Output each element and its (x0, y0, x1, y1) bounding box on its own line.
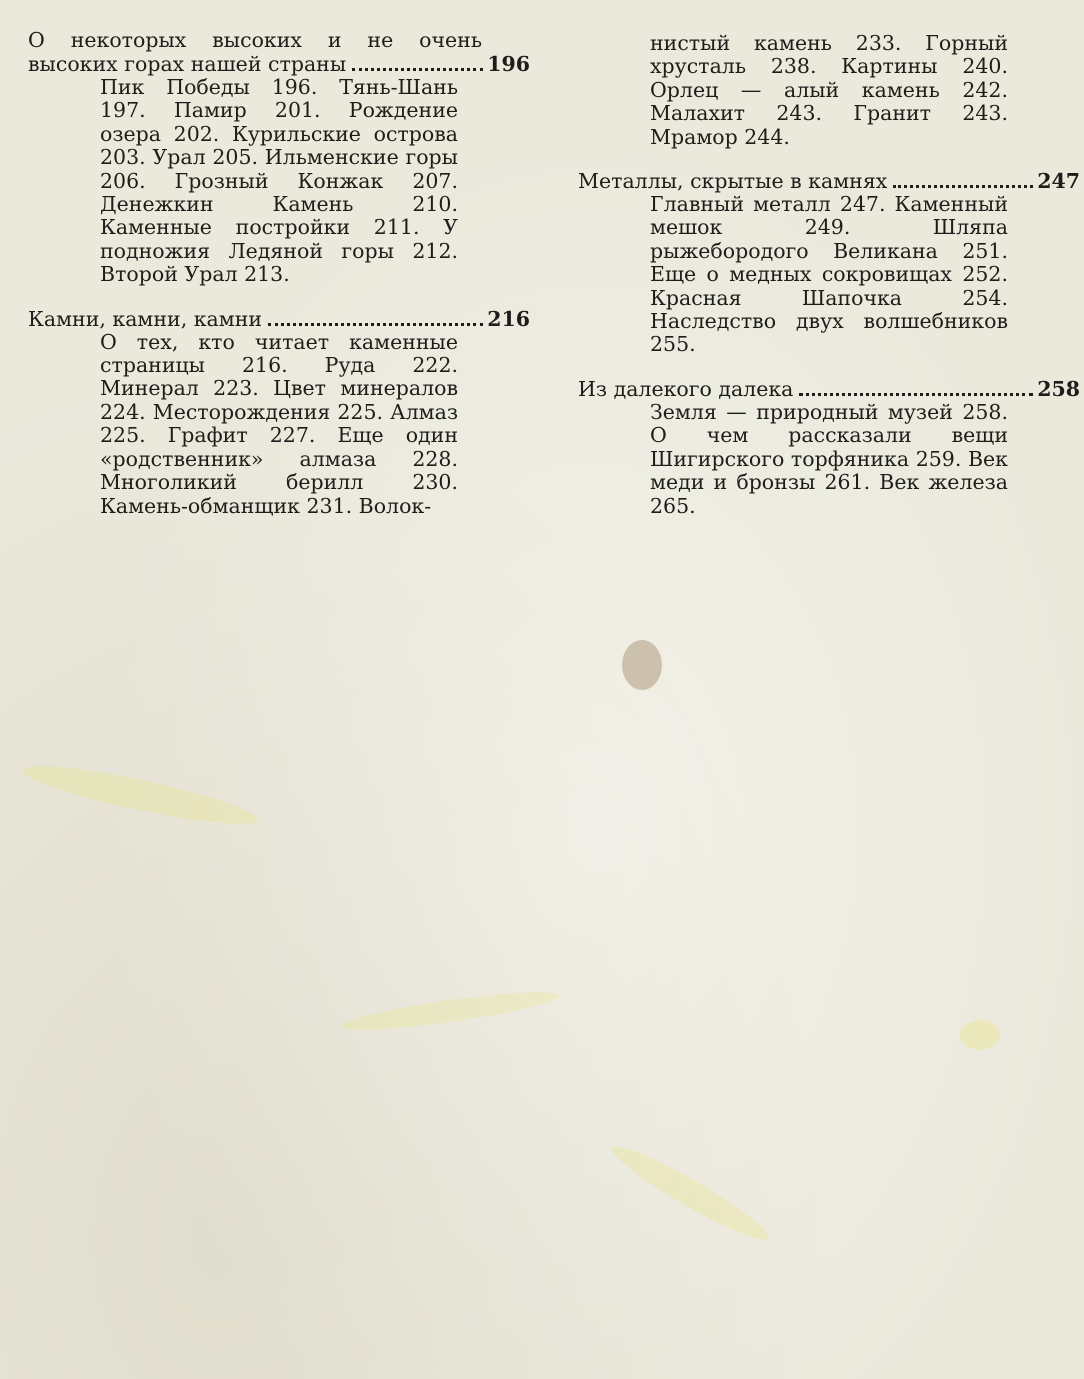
toc-entry-heading (28, 307, 530, 331)
toc-entry-title: Металлы, скрытые в камнях (578, 169, 888, 194)
toc-entry-heading (578, 377, 1080, 401)
toc-entry (28, 307, 530, 518)
highlighter-mark (340, 985, 561, 1037)
toc-left-column (28, 28, 530, 538)
toc-subtopics-continued: нистый камень 233. Горный хрусталь 238. Картины 240. Орлец — алый камень 242. Малахит 243. Гранит 243. Мрамор 244. (650, 31, 1008, 149)
dot-leader (799, 393, 1033, 396)
toc-page-number: 258 (1037, 376, 1080, 401)
highlighter-mark (20, 755, 261, 834)
toc-entry (578, 169, 1080, 357)
dot-leader (893, 185, 1033, 188)
toc-entry-heading (28, 52, 530, 76)
toc-entry-heading (578, 169, 1080, 193)
toc-entry-subtopics: Главный металл 247. Каменный мешок 249. Шляпа рыжебородого Великана 251. Еще о медных сокровищах 252. Красная Шапочка 254. Наследство двух волшебников 255. (650, 192, 1008, 357)
toc-entry-title: Из далекого далека (578, 376, 794, 401)
toc-entry-subtopics: Пик Победы 196. Тянь-Шань 197. Памир 201. Рождение озера 202. Курильские острова 203. Урал 205. Ильменские горы 206. Грозный Конжак 207. Денежкин Камень 210. Каменные постройки 211. У подножия Ледяной горы 212. Второй Урал 213. (100, 75, 458, 287)
toc-page-number: 216 (487, 306, 530, 331)
toc-entry-title: Камни, камни, камни (28, 306, 263, 331)
dot-leader (268, 323, 483, 326)
toc-entry (28, 28, 530, 287)
toc-entry-title: О некоторых высоких и не очень (28, 28, 482, 52)
toc-entry-subtopics: О тех, кто читает каменные страницы 216. Руда 222. Минерал 223. Цвет минералов 224. Месторождения 225. Алмаз 225. Графит 227. Еще один «родственник» алмаза 228. Многоликий берилл 230. Камень-обманщик 231. Волок- (100, 329, 458, 518)
toc-entry-title-cont: высоких горах нашей страны (28, 52, 347, 76)
paper-stain (622, 640, 662, 690)
toc-entry-continuation (578, 32, 1080, 149)
highlighter-mark (606, 1137, 775, 1250)
highlighter-mark (960, 1020, 1000, 1050)
dot-leader (352, 68, 483, 71)
toc-right-column (578, 32, 1080, 538)
toc-page-number: 247 (1037, 169, 1080, 194)
toc-entry (578, 377, 1080, 518)
toc-entry-subtopics: Земля — природный музей 258. О чем рассказали вещи Шигирского торфяника 259. Век меди и бронзы 261. Век железа 265. (650, 399, 1008, 518)
toc-page-number: 196 (487, 52, 530, 76)
